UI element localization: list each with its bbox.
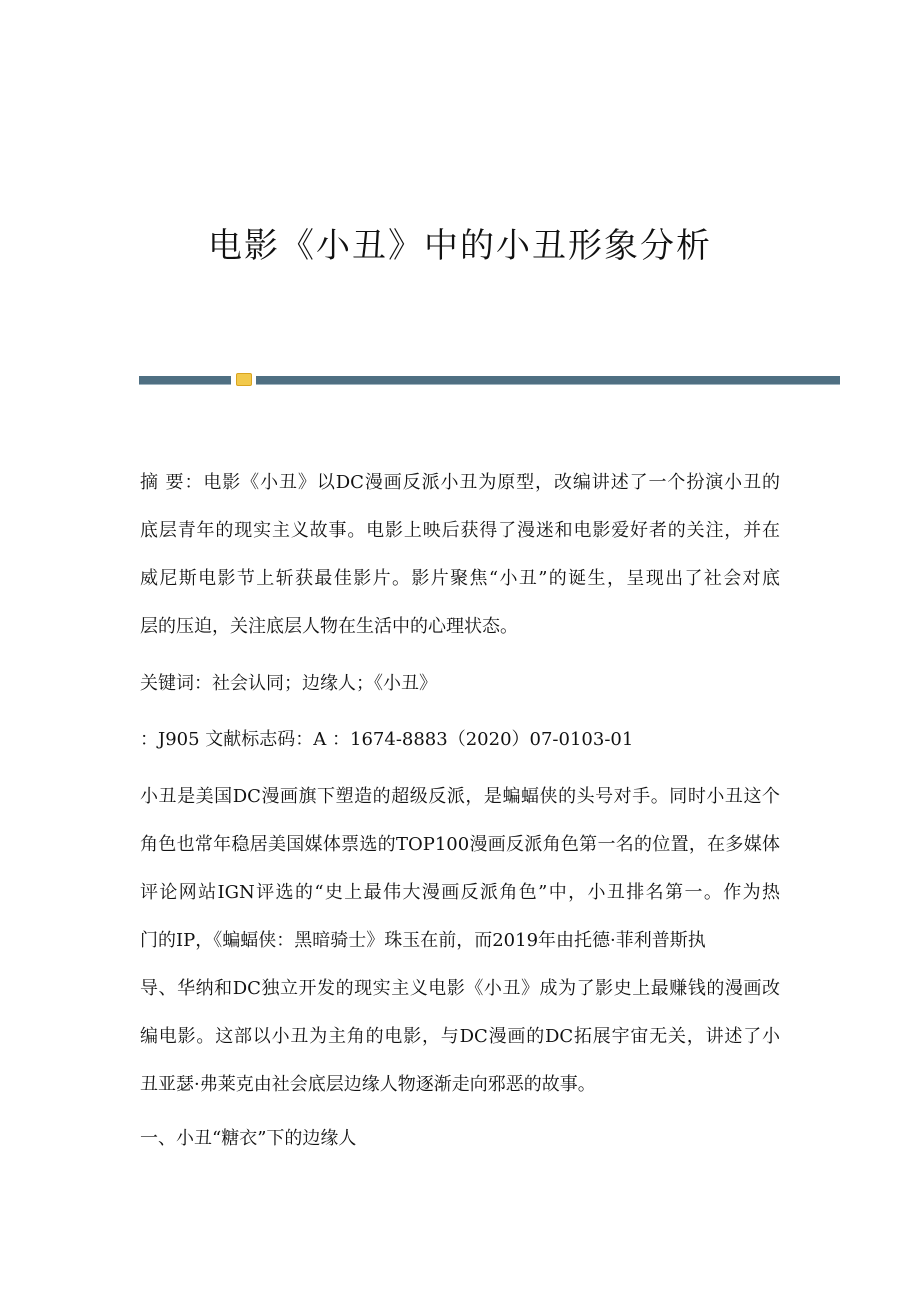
keywords: 关键词：社会认同；边缘人；《小丑》 bbox=[140, 673, 437, 694]
body-line: 角色也常年稳居美国媒体票选的TOP100漫画反派角色第一名的位置，在多媒体 bbox=[140, 834, 780, 855]
abstract-line: 底层青年的现实主义故事。电影上映后获得了漫迷和电影爱好者的关注，并在 bbox=[140, 520, 780, 541]
divider-right bbox=[256, 376, 840, 385]
classification-codes: ：J905 文献标志码：A ：1674-8883（2020）07-0103-01 bbox=[140, 729, 634, 750]
body-line: 导、华纳和DC独立开发的现实主义电影《小丑》成为了影史上最赚钱的漫画改 bbox=[140, 978, 780, 999]
body-line: 门的IP，《蝙蝠侠：黑暗骑士》珠玉在前，而2019年由托德·菲利普斯执 bbox=[140, 930, 706, 951]
divider-left bbox=[139, 376, 231, 385]
body-line: 编电影。这部以小丑为主角的电影，与DC漫画的DC拓展宇宙无关，讲述了小 bbox=[140, 1026, 780, 1047]
abstract-line: 威尼斯电影节上斩获最佳影片。影片聚焦“小丑”的诞生，呈现出了社会对底 bbox=[140, 568, 780, 589]
divider-ornament-icon bbox=[236, 373, 252, 386]
abstract-line: 摘 要：电影《小丑》以DC漫画反派小丑为原型，改编讲述了一个扮演小丑的 bbox=[140, 472, 780, 493]
abstract-line: 层的压迫，关注底层人物在生活中的心理状态。 bbox=[140, 616, 518, 637]
body-line: 丑亚瑟·弗莱克由社会底层边缘人物逐渐走向邪恶的故事。 bbox=[140, 1074, 596, 1095]
section-heading: 一、小丑“糖衣”下的边缘人 bbox=[140, 1128, 357, 1149]
body-line: 小丑是美国DC漫画旗下塑造的超级反派，是蝙蝠侠的头号对手。同时小丑这个 bbox=[140, 786, 780, 807]
body-line: 评论网站IGN评选的“史上最伟大漫画反派角色”中，小丑排名第一。作为热 bbox=[140, 882, 780, 903]
document-title: 电影《小丑》中的小丑形象分析 bbox=[208, 226, 712, 266]
